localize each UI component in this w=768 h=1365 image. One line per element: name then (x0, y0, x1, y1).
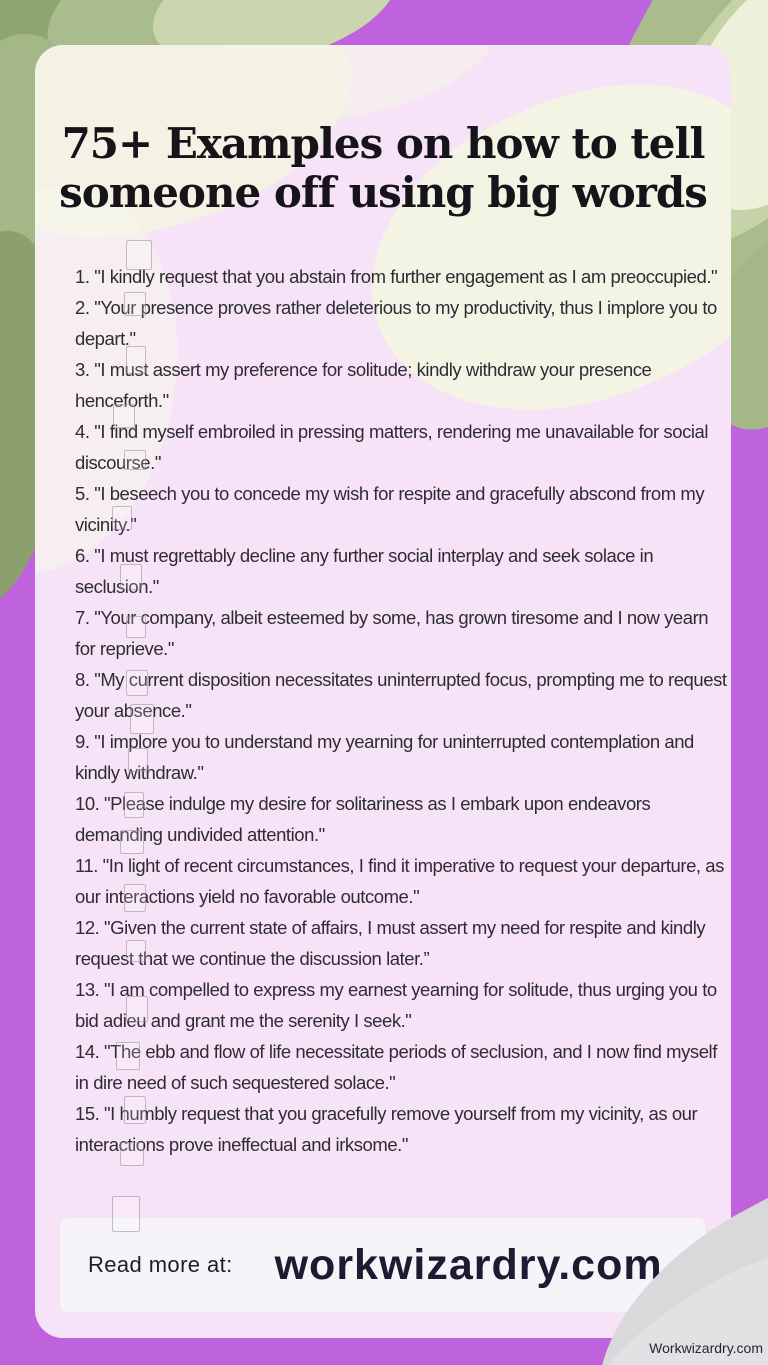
quote-item: 3. "I must assert my preference for solitude; kindly withdraw your presence henceforth." (75, 359, 652, 411)
quote-item: 9. "I implore you to understand my yearning for uninterrupted contemplation and kindly withdraw." (75, 731, 694, 783)
quote-item: 5. "I beseech you to concede my wish for respite and gracefully abscond from my vicinity." (75, 483, 705, 535)
page-title-line-1: 75+ Examples on how to tell (61, 119, 705, 169)
quote-item: 4. "I find myself embroiled in pressing matters, rendering me unavailable for social discourse." (75, 421, 709, 473)
quote-item: 12. "Given the current state of affairs, I must assert my need for respite and kindly request that we continue the discussion later.” (75, 917, 706, 969)
quote-item: 2. "Your presence proves rather deleterious to my productivity, thus I implore you to depart." (75, 297, 717, 349)
quote-item: 15. "I humbly request that you gracefully remove yourself from my vicinity, as our interactions prove ineffectual and irksome." (75, 1103, 698, 1155)
quote-item: 6. "I must regrettably decline any further social interplay and seek solace in seclusion." (75, 545, 654, 597)
quote-item: 10. "Please indulge my desire for solitariness as I embark upon endeavors demanding undivided attention." (75, 793, 651, 845)
read-more-label: Read more at: (88, 1252, 233, 1277)
quote-item: 13. "I am compelled to express my earnest yearning for solitude, thus urging you to bid adieu and grant me the serenity I seek." (75, 979, 717, 1031)
quote-list (75, 261, 727, 1160)
quote-item: 1. "I kindly request that you abstain from further engagement as I am preoccupied." (75, 266, 718, 287)
quote-item: 14. "The ebb and flow of life necessitate periods of seclusion, and I now find myself in dire need of such sequestered solace." (75, 1041, 717, 1093)
quote-item: 8. "My current disposition necessitates uninterrupted focus, prompting me to request your absence." (75, 669, 727, 721)
content-card (35, 45, 731, 1338)
read-more-banner (60, 1218, 705, 1312)
page-title-line-2: someone off using big words (59, 168, 707, 218)
quote-item: 7. "Your company, albeit esteemed by some, has grown tiresome and I now yearn for reprieve." (75, 607, 709, 659)
quote-item: 11. "In light of recent circumstances, I find it imperative to request your departure, as our interactions yield no favorable outcome." (75, 855, 724, 907)
page-title (35, 119, 731, 217)
watermark: Workwizardry.com (649, 1340, 763, 1356)
website-name: workwizardry.com (274, 1240, 663, 1289)
